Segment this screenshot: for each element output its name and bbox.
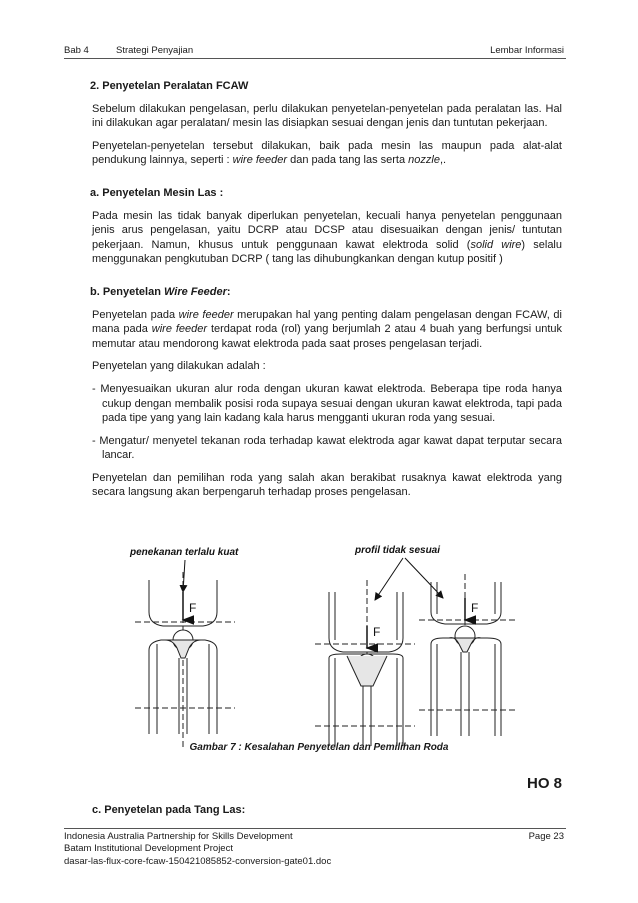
bullet-item-1: - Menyesuaikan ukuran alur roda dengan ukuran kawat elektroda. Beberapa tipe roda hanya cukup dengan membalik posisi roda supaya sesuai dengan ukuran kawat elektroda, tapi pada pada tipe yang yang lain kadang kala harus mengganti ukuran roda yang sesuai. <box>92 382 562 425</box>
header-info: Lembar Informasi <box>490 45 564 56</box>
header-title: Strategi Penyajian <box>116 45 194 56</box>
roller-set-left <box>135 572 235 748</box>
footer-line-2: Batam Institutional Development Project <box>64 843 233 855</box>
force-label-left: F <box>189 601 197 615</box>
label-penekanan: penekanan terlalu kuat <box>130 547 239 558</box>
section-2-heading: 2. Penyetelan Peralatan FCAW <box>90 80 249 92</box>
section-b-heading: b. Penyetelan Wire Feeder: <box>90 285 231 298</box>
page-header <box>64 44 566 59</box>
force-label-right: F <box>471 601 479 615</box>
section-a-heading: a. Penyetelan Mesin Las : <box>90 186 224 199</box>
section-c-heading: c. Penyetelan pada Tang Las: <box>92 804 246 816</box>
handout-number: HO 8 <box>526 775 562 792</box>
header-chapter: Bab 4 <box>64 45 89 56</box>
bullet-item-2: - Mengatur/ menyetel tekanan roda terhadap kawat elektroda agar kawat dapat terputar secara lancar. <box>92 434 562 462</box>
label-profil: profil tidak sesuai <box>355 545 441 556</box>
figure-caption: Gambar 7 : Kesalahan Penyetelan dan Pemilihan Roda <box>189 742 449 753</box>
section-b-paragraph-1: Penyetelan pada wire feeder merupakan hal yang penting dalam pengelasan dengan FCAW, di mana pada wire feeder terdapat roda (rol) yang berjumlah 2 atau 4 buah yang berfungsi untuk memutar atau mendorong kawat elektroda pada saat proses pengelasan terjadi. <box>92 308 562 350</box>
section-2-paragraph-1: Sebelum dilakukan pengelasan, perlu dilakukan penyetelan-penyetelan pada peralatan las. Hal ini dilakukan agar peralatan/ mesin las disiapkan sesuai dengan jenis dan tuntutan pekerjaan. <box>92 102 562 130</box>
section-2-paragraph-2: Penyetelan-penyetelan tersebut dilakukan, baik pada mesin las maupun pada alat-alat pendukung lainnya, seperti : wire feeder dan pada tang las serta nozzle,. <box>92 139 562 167</box>
roller-set-right <box>419 574 515 736</box>
page-footer <box>64 828 566 868</box>
footer-line-1: Indonesia Australia Partnership for Skills Development <box>64 831 293 842</box>
section-b-paragraph-3: Penyetelan dan pemilihan roda yang salah akan berakibat rusaknya kawat elektroda yang secara langsung akan berpengaruh terhadap proses pengelasan. <box>92 471 562 499</box>
roller-set-middle <box>315 580 415 746</box>
section-b-paragraph-2: Penyetelan yang dilakukan adalah : <box>92 360 266 373</box>
roller-diagram <box>85 540 565 760</box>
footer-line-3: dasar-las-flux-core-fcaw-150421085852-conversion-gate01.doc <box>64 855 332 867</box>
page-number: Page 23 <box>528 831 564 842</box>
section-a-paragraph: Pada mesin las tidak banyak diperlukan penyetelan, kecuali hanya penyetelan penggunaan jenis arus pengelasan, yaitu DCRP atau DCSP atau disesuaikan dengan jenis/ tuntutan pekerjaan. Namun, khusus untuk penggunaan kawat elektroda solid (solid wire) selalu menggunakan pengkutuban DCRP ( tang las dihubungkankan dengan kutup positif ) <box>92 209 562 266</box>
document-body <box>92 79 562 508</box>
pointer-arrow-right-1 <box>375 558 403 600</box>
force-label-middle: F <box>373 625 381 639</box>
